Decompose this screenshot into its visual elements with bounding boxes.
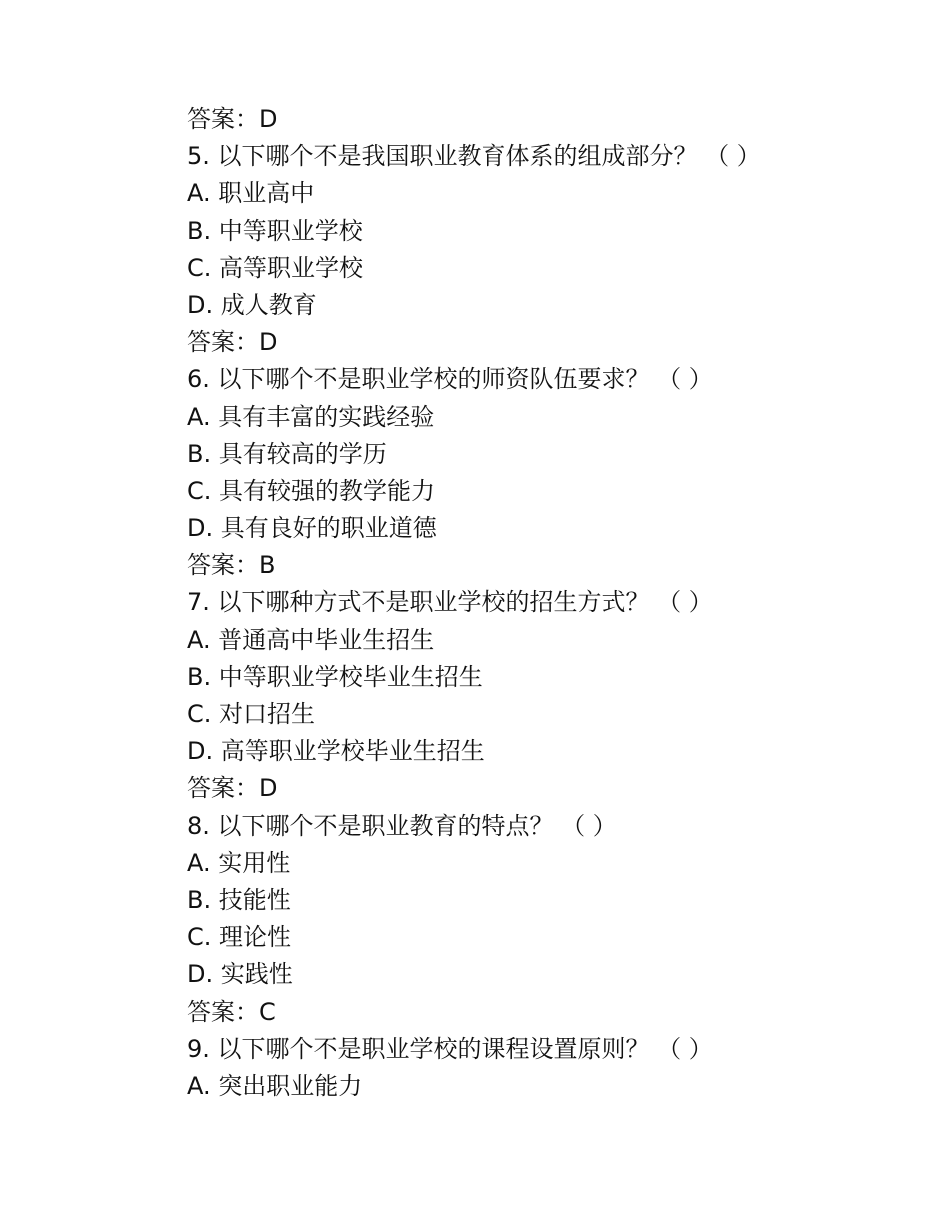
document-body — [187, 101, 887, 1105]
answer-line: 答案：D — [187, 774, 278, 803]
option-line: A. 职业高中 — [187, 179, 315, 208]
option-line: D. 实践性 — [187, 960, 293, 989]
option-line: A. 实用性 — [187, 848, 291, 877]
answer-line: 答案：D — [187, 105, 278, 133]
option-line: C. 理论性 — [187, 923, 292, 952]
answer-line: 答案：C — [187, 997, 276, 1026]
option-line: A. 普通高中毕业生招生 — [187, 625, 435, 654]
question-6: 6. 以下哪个不是职业学校的师资队伍要求？ （ ） — [187, 365, 713, 394]
option-line: C. 对口招生 — [187, 700, 316, 728]
option-line: D. 具有良好的职业道德 — [187, 514, 437, 543]
option-line: A. 突出职业能力 — [187, 1071, 363, 1100]
option-line: C. 高等职业学校 — [187, 253, 364, 282]
question-9: 9. 以下哪个不是职业学校的课程设置原则？ （ ） — [187, 1034, 713, 1063]
option-line: D. 成人教育 — [187, 290, 317, 319]
option-line: A. 具有丰富的实践经验 — [187, 402, 435, 431]
option-line: B. 中等职业学校 — [187, 216, 363, 245]
answer-line: 答案：B — [187, 551, 276, 580]
question-8: 8. 以下哪个不是职业教育的特点？ （ ） — [187, 811, 617, 840]
option-line: C. 具有较强的教学能力 — [187, 476, 436, 505]
option-line: D. 高等职业学校毕业生招生 — [187, 737, 485, 766]
answer-line: 答案：D — [187, 328, 278, 357]
option-line: B. 具有较高的学历 — [187, 439, 387, 468]
option-line: B. 中等职业学校毕业生招生 — [187, 662, 483, 691]
option-line: B. 技能性 — [187, 885, 291, 914]
question-5: 5. 以下哪个不是我国职业教育体系的组成部分？ （ ） — [187, 142, 761, 171]
question-7: 7. 以下哪种方式不是职业学校的招生方式？ （ ） — [187, 588, 713, 617]
